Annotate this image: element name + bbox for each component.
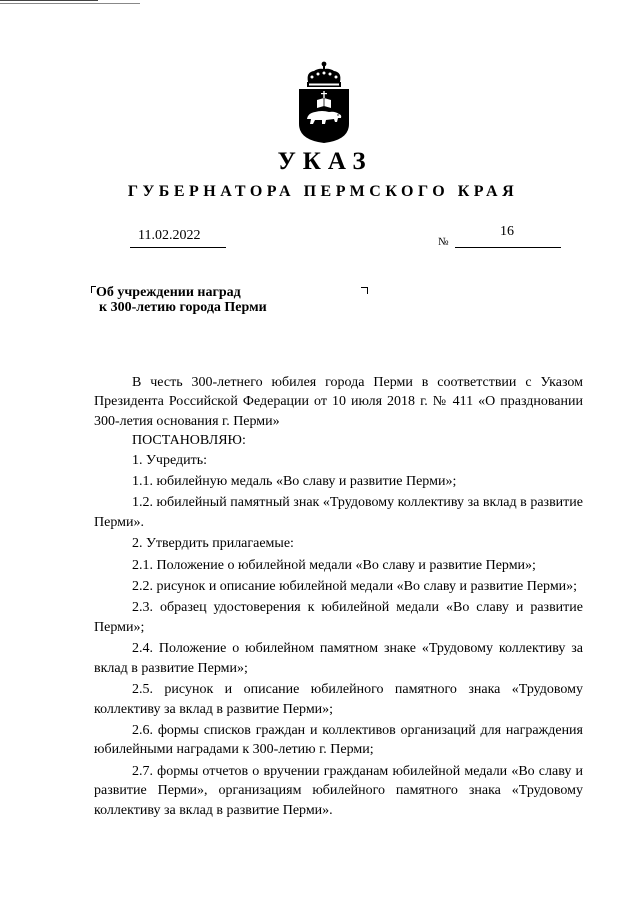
document-issuer: ГУБЕРНАТОРА ПЕРМСКОГО КРАЯ: [127, 183, 519, 200]
subject-corner-mark: [361, 287, 368, 294]
scan-edge-line: [0, 0, 98, 1]
number-label: №: [438, 236, 449, 248]
body-paragraph: 1.1. юбилейную медаль «Во славу и развитие Перми»;: [132, 474, 457, 490]
body-paragraph: 2. Утвердить прилагаемые:: [132, 536, 294, 552]
document-type-title: УКАЗ: [277, 148, 373, 175]
document-body: [94, 373, 583, 820]
body-paragraph: 1. Учредить:: [132, 452, 207, 468]
body-paragraph: 2.7. формы отчетов о вручении гражданам юбилейной медали «Во славу и развитие Перми», организациям юбилейного памятного знака «Трудовому коллективу за вклад в развитие Перми».: [94, 763, 583, 818]
body-paragraph: 2.1. Положение о юбилейной медали «Во славу и развитие Перми»;: [132, 557, 536, 573]
body-paragraph: 2.2. рисунок и описание юбилейной медали «Во славу и развитие Перми»;: [132, 579, 578, 595]
body-paragraph: ПОСТАНОВЛЯЮ:: [132, 433, 246, 449]
number-underline: [455, 247, 561, 248]
scan-edge-line: [0, 3, 140, 4]
body-paragraph: В честь 300-летнего юбилея города Перми в соответствии с Указом Президента Российской Федерации от 10 июля 2018 г. № 411 «О праздновании 300-летия основания г. Перми»: [94, 375, 583, 429]
body-paragraph: 2.4. Положение о юбилейном памятном знаке «Трудовому коллективу за вклад в развитие Перми»;: [94, 641, 583, 676]
document-date: 11.02.2022: [138, 228, 201, 243]
subject-line: Об учреждении наград: [96, 285, 241, 300]
body-paragraph: 2.5. рисунок и описание юбилейного памятного знака «Трудовому коллективу за вклад в развитие Перми»;: [94, 682, 583, 717]
body-paragraph: 2.3. образец удостоверения к юбилейной медали «Во славу и развитие Перми»;: [94, 600, 583, 635]
subject-line: к 300-летию города Перми: [99, 300, 267, 315]
document-subject: [96, 285, 267, 315]
perm-krai-coat-of-arms-icon: [296, 60, 352, 144]
body-paragraph: 2.6. формы списков граждан и коллективов организаций для награждения юбилейными наградами к 300-летию г. Перми;: [94, 722, 583, 758]
document-number: 16: [500, 224, 514, 239]
body-paragraph: 1.2. юбилейный памятный знак «Трудовому коллективу за вклад в развитие Перми».: [94, 495, 583, 530]
date-underline: [130, 247, 226, 248]
